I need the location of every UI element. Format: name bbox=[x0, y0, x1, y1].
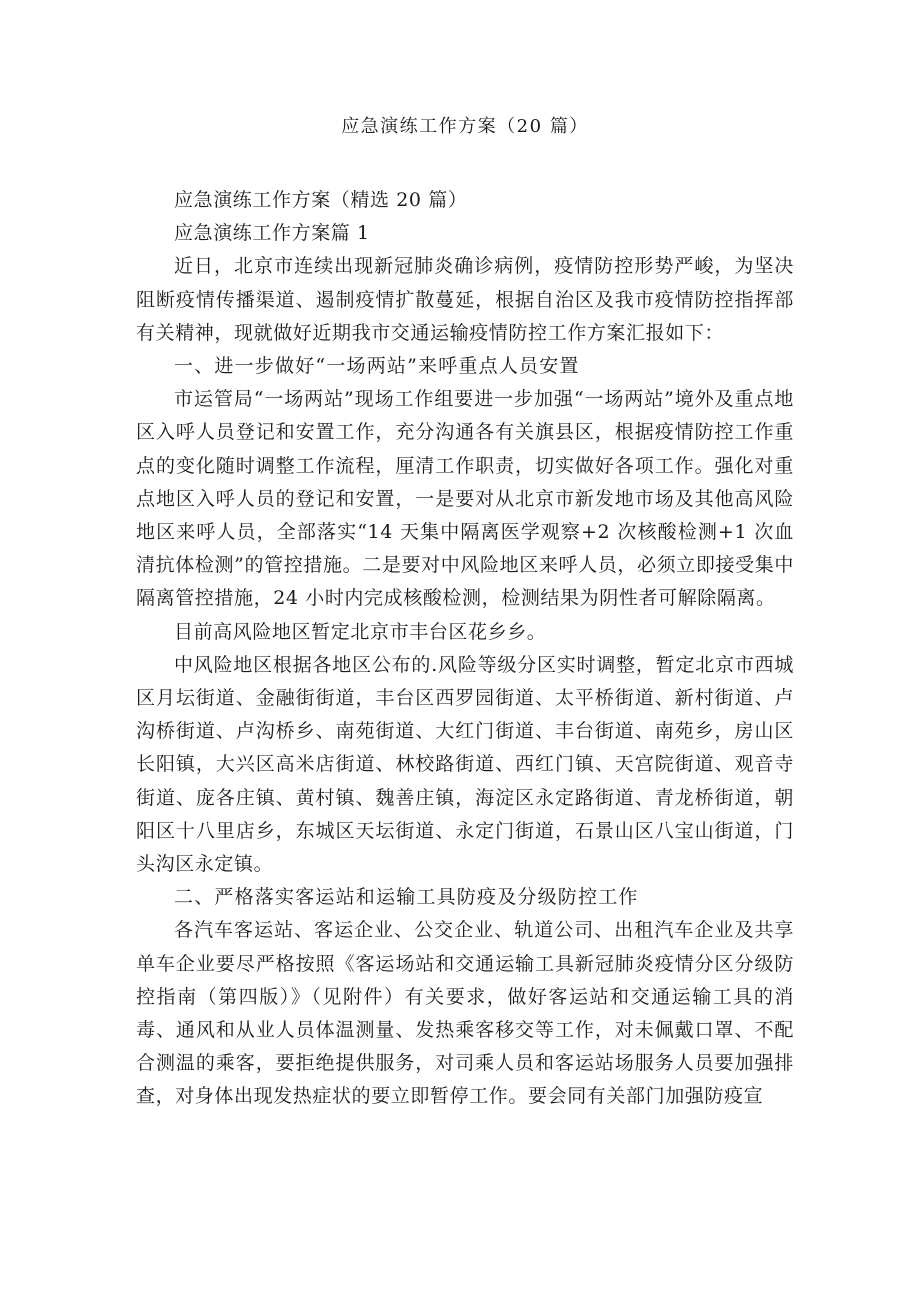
section-title: 应急演练工作方案篇 1 bbox=[174, 222, 370, 245]
paragraph-transport: 各汽车客运站、客运企业、公交企业、轨道公司、出租汽车企业及共享单车企业要尽严格按照《客运场站和交通运输工具新冠肺炎疫情分区分级防控指南（第四版）》（见附件）有关要求，做好客运站和交通运输工具的消毒、通风和从业人员体温测量、发热乘客移交等工作，对未佩戴口罩、不配合测温的乘客，要拒绝提供服务，对司乘人员和客运站场服务人员要加强排查，对身体出现发热症状的要立即暂停工作。要会同有关部门加强防疫宣 bbox=[136, 919, 794, 1108]
heading-two: 二、严格落实客运站和运输工具防疫及分级防控工作 bbox=[174, 886, 639, 909]
paragraph-medium-risk: 中风险地区根据各地区公布的.风险等级分区实时调整，暂定北京市西城区月坛街道、金融街街道，丰台区西罗园街道、太平桥街道、新村街道、卢沟桥街道、卢沟桥乡、南苑街道、大红门街道、丰台街道、南苑乡，房山区长阳镇，大兴区高米店街道、林校路街道、西红门镇、天宫院街道、观音寺街道、庞各庄镇、黄村镇、魏善庄镇，海淀区永定路街道、青龙桥街道，朝阳区十八里店乡，东城区天坛街道、永定门街道，石景山区八宝山街道，门头沟区永定镇。 bbox=[136, 653, 794, 876]
document-title: 应急演练工作方案（20 篇） bbox=[341, 116, 589, 137]
heading-one: 一、进一步做好“一场两站”来呼重点人员安置 bbox=[174, 355, 580, 378]
paragraph-intro: 近日，北京市连续出现新冠肺炎确诊病例，疫情防控形势严峻，为坚决阻断疫情传播渠道、遏制疫情扩散蔓延，根据自治区及我市疫情防控指挥部有关精神，现就做好近期我市交通运输疫情防控工作方案汇报如下： bbox=[136, 255, 794, 344]
subtitle-line: 应急演练工作方案（精选 20 篇） bbox=[174, 189, 468, 211]
paragraph-high-risk: 目前高风险地区暂定北京市丰台区花乡乡。 bbox=[174, 620, 547, 643]
paragraph-arrivals: 市运管局“一场两站”现场工作组要进一步加强“一场两站”境外及重点地区入呼人员登记和安置工作，充分沟通各有关旗县区，根据疫情防控工作重点的变化随时调整工作流程，厘清工作职责，切实做好各项工作。强化对重点地区入呼人员的登记和安置，一是要对从北京市新发地市场及其他高风险地区来呼人员，全部落实“14 天集中隔离医学观察+2 次核酸检测+1 次血清抗体检测”的管控措施。二是要对中风险地区来呼人员，必须立即接受集中隔离管控措施，24 小时内完成核酸检测，检测结果为阴性者可解除隔离。 bbox=[136, 388, 794, 610]
